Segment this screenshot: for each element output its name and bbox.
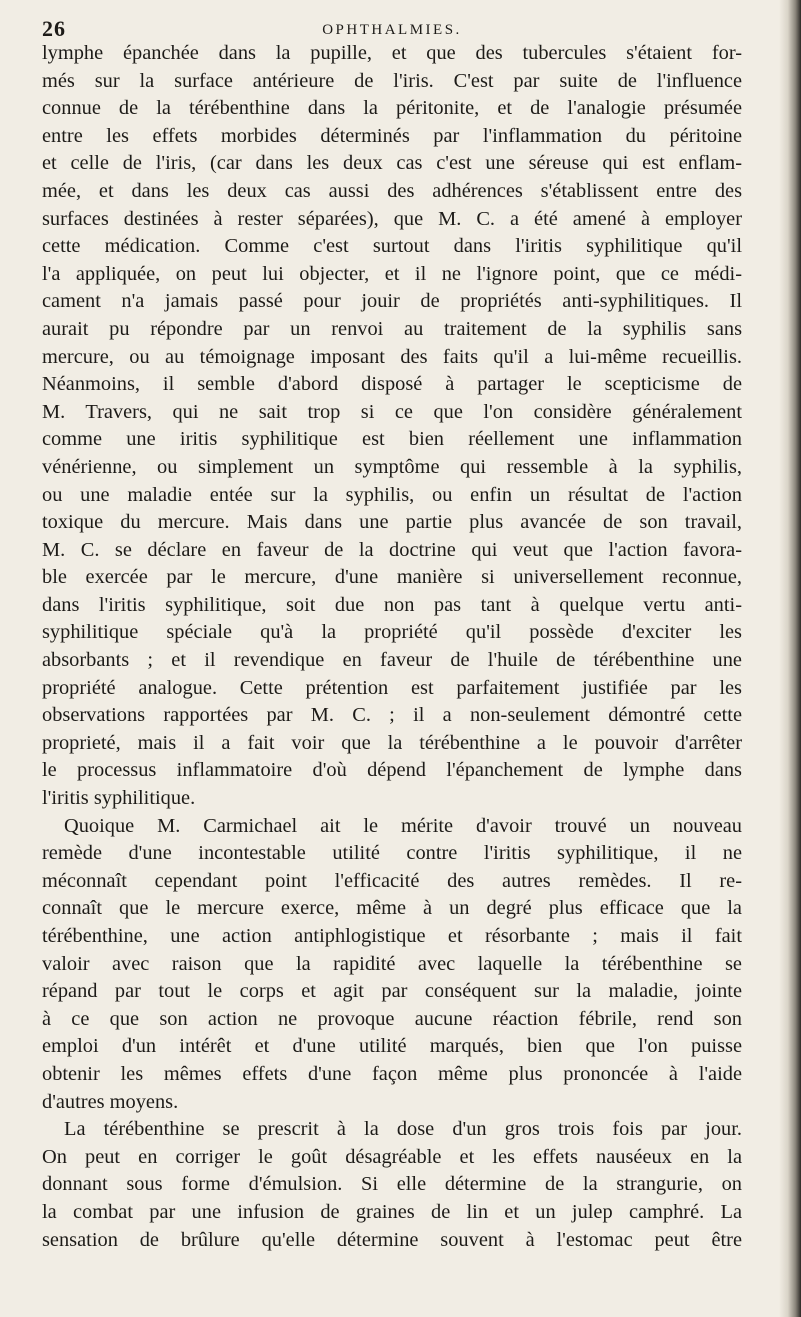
text-line: M. C. se déclare en faveur de la doctrine qui veut que l'action favora- (42, 538, 742, 561)
text-line: sensation de brûlure qu'elle détermine souvent à l'estomac peut être (42, 1228, 742, 1251)
text-line: l'iritis syphilitique. (42, 787, 196, 810)
text-line: le processus inflammatoire d'où dépend l'épanchement de lymphe dans (42, 759, 742, 782)
text-line: emploi d'un intérêt et d'une utilité marqués, bien que l'on puisse (42, 1035, 742, 1058)
text-line: donnant sous forme d'émulsion. Si elle détermine de la strangurie, on (42, 1173, 742, 1196)
running-title: OPHTHALMIES. (322, 22, 462, 38)
text-line: mée, et dans les deux cas aussi des adhérences s'établissent entre des (42, 179, 742, 202)
text-line: ou une maladie entée sur la syphilis, ou enfin un résultat de l'action (42, 483, 742, 506)
text-line: à ce que son action ne provoque aucune réaction fébrile, rend son (42, 1007, 742, 1030)
text-line: mercure, ou au témoignage imposant des faits qu'il a lui-même recueillis. (42, 345, 742, 368)
text-line: Quoique M. Carmichael ait le mérite d'avoir trouvé un nouveau (64, 814, 742, 837)
text-line: La térébenthine se prescrit à la dose d'un gros trois fois par jour. (64, 1118, 742, 1141)
page-number: 26 (42, 16, 66, 41)
text-line: surfaces destinées à rester séparées), que M. C. a été amené à employer (42, 207, 742, 230)
text-line: On peut en corriger le goût désagréable et les effets nauséeux en la (42, 1145, 742, 1168)
text-line: syphilitique spéciale qu'à la propriété qu'il possède d'exciter les (42, 621, 742, 644)
text-line: la combat par une infusion de graines de lin et un julep camphré. La (42, 1200, 742, 1223)
text-line: proprieté, mais il a fait voir que la térébenthine a le pouvoir d'arrêter (42, 731, 742, 754)
text-line: aurait pu répondre par un renvoi au traitement de la syphilis sans (42, 317, 742, 340)
text-line: observations rapportées par M. C. ; il a non-seulement démontré cette (42, 704, 742, 727)
text-line: absorbants ; et il revendique en faveur de l'huile de térébenthine une (42, 649, 742, 672)
text-line: dans l'iritis syphilitique, soit due non pas tant à quelque vertu anti- (42, 593, 742, 616)
text-line: Néanmoins, il semble d'abord disposé à partager le scepticisme de (42, 373, 742, 396)
text-line: répand par tout le corps et agit par conséquent sur la maladie, jointe (42, 980, 742, 1003)
text-line: connaît que le mercure exerce, même à un degré plus efficace que la (42, 897, 742, 920)
text-line: et celle de l'iris, (car dans les deux cas c'est une séreuse qui est enflam- (42, 152, 742, 175)
text-line: lymphe épanchée dans la pupille, et que des tubercules s'étaient for- (42, 42, 742, 64)
paragraph (42, 813, 742, 1117)
text-line: d'autres moyens. (42, 1090, 179, 1113)
text-line: méconnaît cependant point l'efficacité des autres remèdes. Il re- (42, 869, 742, 892)
text-line: cament n'a jamais passé pour jouir de propriétés anti-syphilitiques. Il (42, 290, 742, 313)
text-line: remède d'une incontestable utilité contre l'iritis syphilitique, il ne (42, 842, 742, 865)
text-line: vénérienne, ou simplement un symptôme qui ressemble à la syphilis, (42, 455, 742, 478)
binding-shadow (779, 0, 801, 1317)
text-line: connue de la térébenthine dans la péritonite, et de l'analogie présumée (42, 97, 742, 120)
text-line: obtenir les mêmes effets d'une façon même plus prononcée à l'aide (42, 1062, 742, 1085)
text-line: M. Travers, qui ne sait trop si ce que l'on considère généralement (42, 400, 742, 423)
text-line: propriété analogue. Cette prétention est parfaitement justifiée par les (42, 676, 742, 699)
body-text (42, 40, 742, 1254)
text-line: toxique du mercure. Mais dans une partie plus avancée de son travail, (42, 511, 742, 534)
text-line: l'a appliquée, on peut lui objecter, et il ne l'ignore point, que ce médi- (42, 262, 742, 285)
text-line: més sur la surface antérieure de l'iris. C'est par suite de l'influence (42, 69, 742, 92)
paragraph (42, 1116, 742, 1254)
text-line: cette médication. Comme c'est surtout dans l'iritis syphilitique qu'il (42, 235, 742, 258)
text-line: valoir avec raison que la rapidité avec laquelle la térébenthine se (42, 952, 742, 975)
text-line: entre les effets morbides déterminés par l'inflammation du péritoine (42, 124, 742, 147)
text-line: ble exercée par le mercure, d'une manière si universellement reconnue, (42, 566, 742, 589)
text-line: comme une iritis syphilitique est bien réellement une inflammation (42, 428, 742, 451)
paragraph (42, 40, 742, 813)
text-line: térébenthine, une action antiphlogistique et résorbante ; mais il fait (42, 925, 742, 947)
